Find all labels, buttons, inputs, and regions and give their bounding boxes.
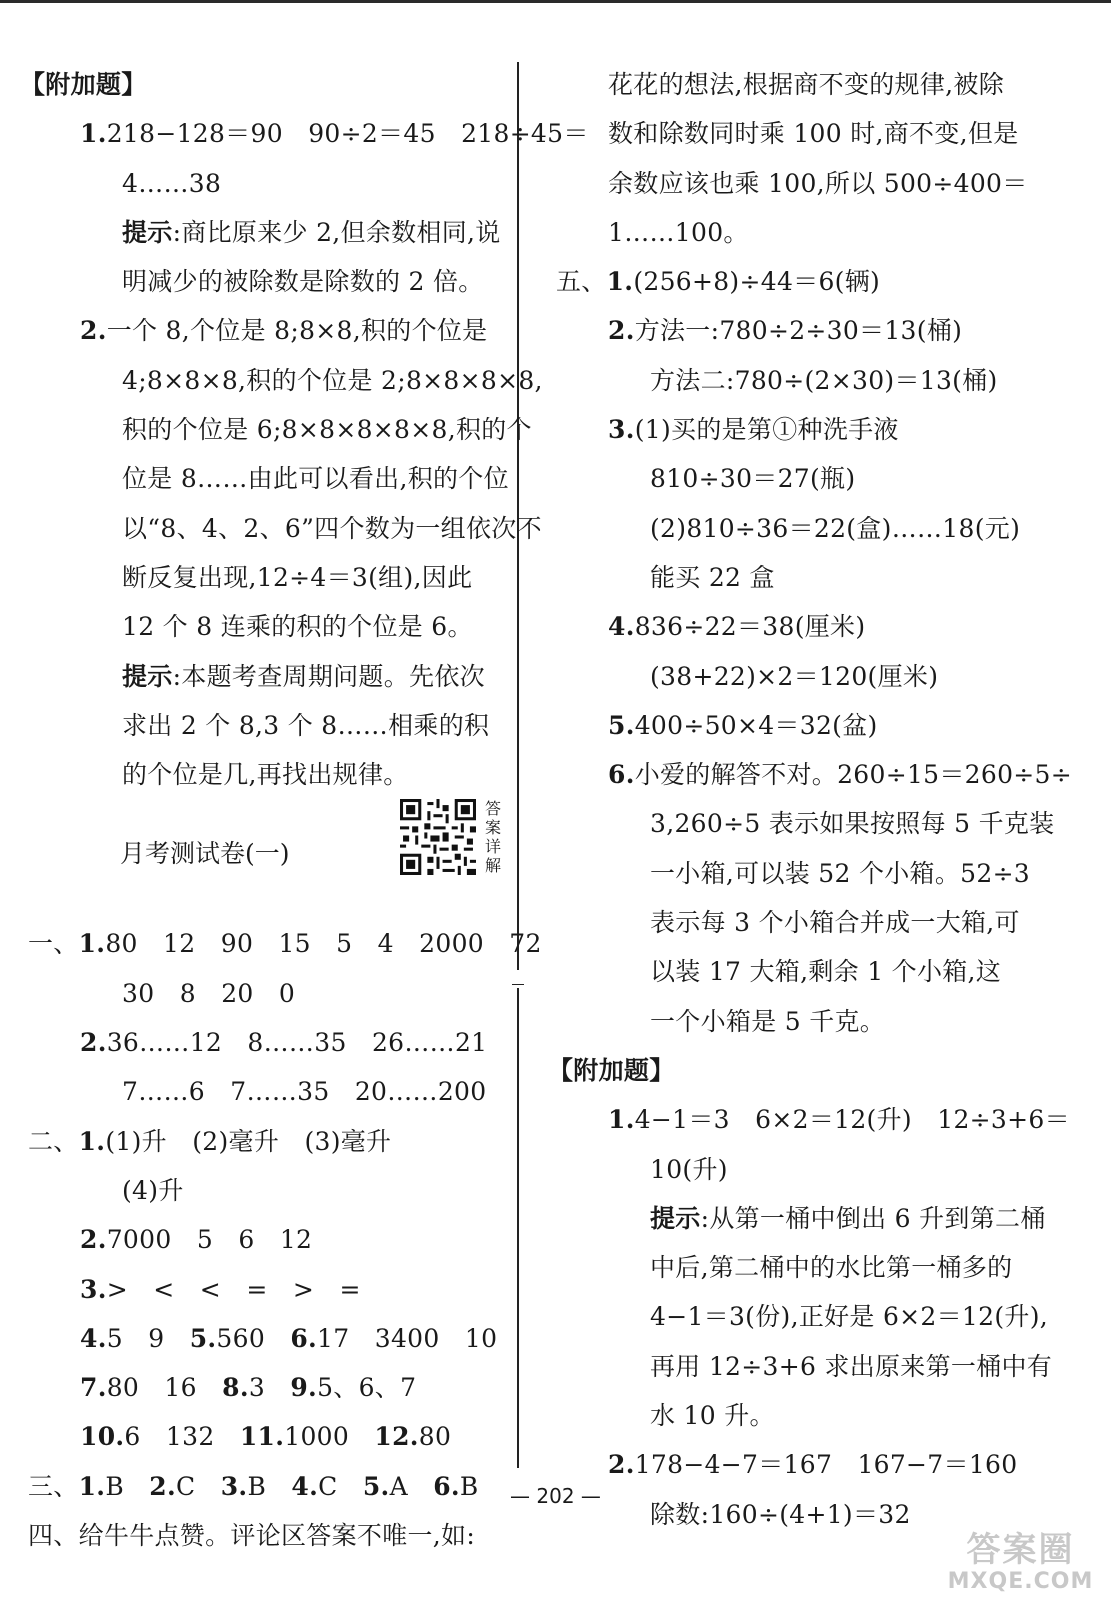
q-text: 方法一:780÷2÷30＝13(桶) (634, 316, 963, 346)
q-num: 2. (608, 1450, 635, 1480)
sec5-q6-line1 (548, 750, 1093, 799)
right-tip-line3: 4−1＝3(份),正好是 6×2＝12(升), (650, 1302, 1048, 1332)
left-q1-line2: 4……38 (122, 168, 222, 198)
sec2-q2 (20, 1215, 510, 1264)
section-label: 三、 (28, 1471, 79, 1501)
sec5-q3-line3: (2)810÷36＝22(盒)……18(元) (650, 513, 1021, 543)
sec5-q3-line2: 810÷30＝27(瓶) (650, 464, 856, 494)
sec5-q4-line2: (38+22)×2＝120(厘米) (650, 661, 939, 691)
left-q2-line7: 12 个 8 连乘的积的个位是 6。 (122, 612, 473, 642)
right-tip-line2: 中后,第二桶中的水比第一桶多的 (650, 1253, 1013, 1283)
column-divider-bottom (517, 988, 519, 1468)
sec2-q1-line2: (4)升 (122, 1175, 184, 1205)
sec5-q6-line3: 一小箱,可以装 52 个小箱。52÷3 (650, 858, 1031, 888)
q-text: 17 3400 10 (317, 1323, 498, 1353)
q-text: B (247, 1471, 292, 1501)
q-num: 1. (78, 1126, 106, 1156)
left-q2-line6: 断反复出现,12÷4＝3(组),因此 (122, 562, 473, 592)
left-q2-line2: 4;8×8×8,积的个位是 2;8×8×8×8, (122, 365, 543, 395)
right-tip-line5: 水 10 升。 (650, 1401, 775, 1431)
right-q1-line1 (548, 1095, 1093, 1144)
q-num: 9. (290, 1373, 318, 1403)
sec5-q6-line6: 一个小箱是 5 千克。 (650, 1006, 886, 1036)
sec5-q6-line2: 3,260÷5 表示如果按照每 5 千克装 (650, 809, 1055, 839)
sec1-q1-line2: 30 8 20 0 (122, 978, 296, 1008)
q-text: 给牛牛点赞。评论区答案不唯一,如: (78, 1521, 476, 1551)
sec5-q1 (548, 257, 1093, 306)
q-num: 11. (239, 1422, 285, 1452)
right-cont-line2: 数和除数同时乘 100 时,商不变,但是 (608, 119, 1019, 149)
right-tip-line4: 再用 12÷3+6 求出原来第一桶中有 (650, 1351, 1053, 1381)
q-text: (256+8)÷44＝6(辆) (633, 267, 881, 297)
q-num: 4. (291, 1471, 319, 1501)
tip-label: 提示 (122, 217, 173, 247)
sec2-q4-6 (20, 1314, 510, 1363)
q-num: 12. (374, 1422, 419, 1452)
left-tip1-line1 (20, 208, 510, 257)
section-label: 五、 (556, 267, 607, 297)
q-text: > < < = > = (106, 1274, 361, 1304)
sec2-q7-9 (20, 1363, 510, 1412)
sec2-q10-12 (20, 1412, 510, 1461)
right-cont-line3: 余数应该也乘 100,所以 500÷400＝ (608, 168, 1028, 198)
q-text: 836÷22＝38(厘米) (634, 612, 866, 642)
sec1-q1-line1 (20, 919, 542, 968)
sec5-q3-line4: 能买 22 盒 (650, 562, 775, 592)
sec1-q2-line2: 7……6 7……35 20……200 (122, 1077, 487, 1107)
q-text: 6 132 (124, 1422, 240, 1452)
right-cont-line4: 1……100。 (608, 217, 749, 247)
right-cont-line1: 花花的想法,根据商不变的规律,被除 (608, 70, 1004, 99)
watermark-logo (938, 1530, 1103, 1594)
monthly-test-title: 月考测试卷(一) (120, 839, 290, 869)
watermark-line2: MXQE.COM (947, 1569, 1094, 1594)
right-q1-line2: 10(升) (650, 1154, 728, 1184)
sec2-q3 (20, 1265, 510, 1314)
qr-code-icon[interactable] (400, 799, 476, 875)
sec1-q2-line1 (20, 1018, 510, 1067)
page-number: — 202 — (510, 1484, 601, 1508)
q-num: 3. (220, 1471, 248, 1501)
tip-text: :商比原来少 2,但余数相同,说 (172, 217, 501, 247)
section-label: 四、 (28, 1521, 79, 1551)
fujia-title-right: 【附加题】 (548, 1055, 675, 1085)
q-text: (1)买的是第①种洗手液 (634, 415, 899, 445)
q-num: 10. (80, 1422, 125, 1452)
q-text: 178−4−7＝167 167−7＝160 (634, 1450, 1018, 1480)
q-text: C (318, 1471, 363, 1501)
q-text: 80 (418, 1422, 452, 1452)
left-q2-line4: 位是 8……由此可以看出,积的个位 (122, 464, 509, 494)
q-text: 80 12 90 15 5 4 2000 72 (105, 929, 542, 959)
sec5-q3-line1 (548, 405, 1093, 454)
tip-label: 提示 (650, 1203, 701, 1233)
right-q2-line1 (548, 1440, 1093, 1489)
q-text: 5 9 (106, 1323, 190, 1353)
tip-text: :从第一桶中倒出 6 升到第二桶 (700, 1203, 1046, 1233)
right-q2-line2: 除数:160÷(4+1)＝32 (650, 1499, 911, 1529)
q-num: 2. (80, 1225, 107, 1255)
q-text: 218−128＝90 90÷2＝45 218÷45＝ (106, 119, 589, 149)
q-num: 7. (80, 1373, 107, 1403)
left-tip2-line3: 的个位是几,再找出规律。 (122, 760, 409, 790)
top-rule (0, 0, 1111, 3)
left-tip1-line2: 明减少的被除数是除数的 2 倍。 (122, 267, 484, 297)
q-text: 7000 5 6 12 (106, 1225, 313, 1255)
sec5-q6-line4: 表示每 3 个小箱合并成一大箱,可 (650, 908, 1020, 938)
q-num: 6. (433, 1471, 460, 1501)
q-text: 80 16 (106, 1373, 223, 1403)
sec5-q4-line1 (548, 602, 1093, 651)
q-num: 2. (80, 1028, 107, 1058)
monthly-test-header (20, 799, 510, 919)
sec4-line (20, 1511, 510, 1560)
left-tip2-line2: 求出 2 个 8,3 个 8……相乘的积 (122, 710, 490, 740)
q-num: 6. (290, 1323, 318, 1353)
q-num: 1. (78, 1471, 106, 1501)
q-text: B (459, 1471, 479, 1501)
qr-caption: 答案详解 (484, 799, 501, 876)
q-text: C (176, 1471, 221, 1501)
q-text: 5、6、7 (317, 1373, 417, 1403)
fujia-title-left: 【附加题】 (20, 70, 147, 99)
section-label: 一、 (28, 929, 79, 959)
left-q2-line3: 积的个位是 6;8×8×8×8×8,积的个 (122, 415, 532, 445)
q-text: 1000 (284, 1422, 375, 1452)
q-num: 1. (80, 119, 107, 149)
q-text: 3 (248, 1373, 291, 1403)
q-text: 400÷50×4＝32(盆) (634, 710, 878, 740)
q-num: 5. (362, 1471, 390, 1501)
q-text: 4−1＝3 6×2＝12(升) 12÷3+6＝ (634, 1105, 1070, 1135)
left-column (20, 60, 589, 1560)
q-num: 1. (606, 267, 634, 297)
q-num: 1. (78, 929, 106, 959)
q-text: 小爱的解答不对。260÷15＝260÷5÷ (634, 760, 1072, 790)
tip-text: :本题考查周期问题。先依次 (172, 661, 485, 691)
right-column (548, 60, 1093, 1539)
sec5-q2-line1 (548, 306, 1093, 355)
q-num: 2. (149, 1471, 176, 1501)
left-tip2-line1 (20, 652, 510, 701)
q-num: 4. (608, 612, 635, 642)
sec5-q5 (548, 701, 1093, 750)
q-num: 4. (80, 1323, 107, 1353)
section-label: 二、 (28, 1126, 79, 1156)
q-num: 1. (608, 1105, 635, 1135)
divider-tick (512, 984, 524, 985)
q-num: 2. (608, 316, 635, 346)
q-text: B (105, 1471, 150, 1501)
q-text: 36……12 8……35 26……21 (106, 1028, 488, 1058)
q-text: 560 (216, 1323, 291, 1353)
sec2-q1-line1 (20, 1117, 510, 1166)
q-num: 5. (608, 710, 635, 740)
right-tip-line1 (548, 1194, 1093, 1243)
q-text: A (389, 1471, 434, 1501)
watermark-line1: 答案圈 (966, 1530, 1075, 1570)
q-num: 6. (608, 760, 635, 790)
tip-label: 提示 (122, 661, 173, 691)
sec5-q2-line2: 方法二:780÷(2×30)＝13(桶) (650, 365, 998, 395)
left-q2-line5: 以“8、4、2、6”四个数为一组依次不 (122, 513, 542, 543)
left-q1-line1 (20, 109, 589, 158)
q-text: 一个 8,个位是 8;8×8,积的个位是 (106, 316, 488, 346)
q-num: 8. (222, 1373, 249, 1403)
sec5-q6-line5: 以装 17 大箱,剩余 1 个小箱,这 (650, 957, 1002, 987)
q-num: 3. (608, 415, 635, 445)
q-num: 3. (80, 1274, 107, 1304)
left-q2-line1 (20, 306, 510, 355)
q-num: 5. (189, 1323, 217, 1353)
q-text: (1)升 (2)毫升 (3)毫升 (105, 1126, 392, 1156)
q-num: 2. (80, 316, 107, 346)
